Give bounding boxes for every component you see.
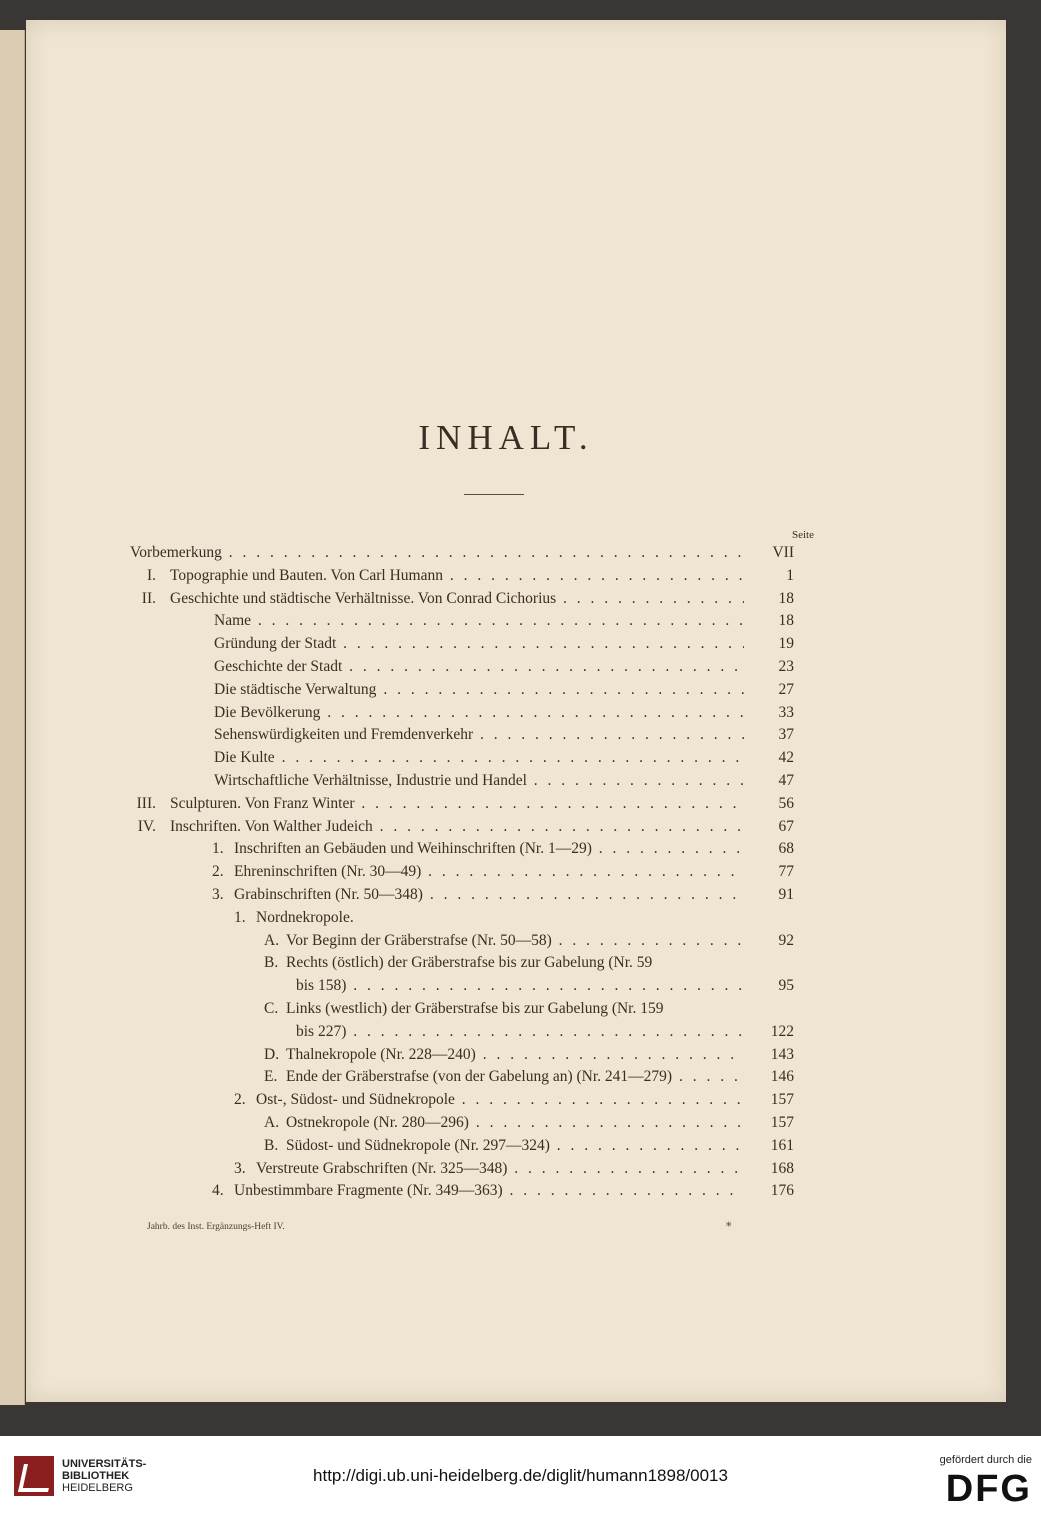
toc-entry-text [130, 1158, 744, 1181]
toc-entry-title: Inschriften an Gebäuden und Weihinschriften (Nr. 1—29) [234, 840, 592, 858]
toc-entry-marker: B. [264, 954, 279, 972]
toc-entry-marker: 1. [212, 840, 224, 858]
toc-entry-page: 18 [778, 612, 794, 630]
toc-entry-title: Die Kulte [214, 749, 275, 767]
toc-entry-page: 77 [778, 863, 794, 881]
toc-entry-marker: I. [146, 566, 156, 584]
toc-entry-text [130, 838, 744, 861]
toc-entry-text [130, 724, 744, 747]
page-column-label: Seite [792, 529, 814, 541]
toc-entry [130, 633, 794, 656]
library-name-line1: UNIVERSITÄTS- [62, 1458, 147, 1470]
toc-entry [130, 861, 794, 884]
toc-entry-title: Thalnekropole (Nr. 228—240) [286, 1045, 476, 1063]
toc-entry-text [130, 565, 744, 588]
toc-entry-text [130, 633, 744, 656]
toc-entry-title: Ende der Gräberstrafse (von der Gabelung an) (Nr. 241—279) [286, 1068, 673, 1086]
toc-entry-marker: E. [264, 1068, 278, 1086]
toc-entry-title: Die Bevölkerung [214, 703, 321, 721]
toc-entry-marker: 3. [212, 885, 224, 903]
toc-entry-title: Geschichte der Stadt [214, 657, 343, 675]
toc-entry-page: 23 [778, 657, 794, 675]
toc-entry-title: Sehenswürdigkeiten und Fremdenverkehr [214, 726, 474, 744]
toc-entry [130, 588, 794, 611]
toc-entry [130, 907, 794, 930]
toc-entry-title: Gründung der Stadt [214, 635, 337, 653]
toc-entry-page: 37 [778, 726, 794, 744]
toc-entry-page: 168 [770, 1159, 794, 1177]
toc-entry-page: 18 [778, 589, 794, 607]
toc-entry [130, 930, 794, 953]
toc-entry [130, 702, 794, 725]
toc-entry-text [130, 816, 744, 839]
toc-entry-marker: B. [264, 1136, 279, 1154]
toc-entry-text [130, 1021, 744, 1044]
toc-entry-text [130, 998, 744, 1021]
dfg-logo[interactable]: DFG [945, 1468, 1032, 1510]
toc-entry [130, 1112, 794, 1135]
toc-entry-marker: C. [264, 999, 279, 1017]
toc-entry [130, 952, 794, 975]
toc-entry-page: 157 [770, 1113, 794, 1131]
toc-entry-page: 161 [770, 1136, 794, 1154]
toc-entry-text [130, 952, 744, 975]
toc-entry-marker: II. [141, 589, 156, 607]
toc-entry-title: Nordnekropole. [256, 908, 354, 926]
toc-entry-title: Ostnekropole (Nr. 280—296) [286, 1113, 469, 1131]
toc-entry-page: 68 [778, 840, 794, 858]
toc-entry [130, 679, 794, 702]
toc-entry-text [130, 610, 744, 633]
page-edge [0, 30, 25, 1405]
toc-entry-text [130, 1089, 744, 1112]
toc-entry-text [130, 884, 744, 907]
toc-entry-marker: 1. [234, 908, 246, 926]
toc-entry-page: 19 [778, 635, 794, 653]
toc-entry [130, 838, 794, 861]
toc-entry-title: Verstreute Grabschriften (Nr. 325—348) [256, 1159, 508, 1177]
toc-entry-text [130, 1044, 744, 1067]
toc-entry-marker: D. [264, 1045, 280, 1063]
title-rule [464, 494, 524, 495]
toc-entry-marker: A. [264, 1113, 280, 1131]
toc-entry [130, 1044, 794, 1067]
toc-entry-title: Ehreninschriften (Nr. 30—49) [234, 863, 422, 881]
toc-entry [130, 1135, 794, 1158]
toc-entry-text [130, 747, 744, 770]
toc-entry-title: Die städtische Verwaltung [214, 680, 377, 698]
toc-entry-page: 122 [770, 1022, 794, 1040]
toc-entry [130, 816, 794, 839]
book-page [26, 20, 1006, 1402]
toc-entry-page: 27 [778, 680, 794, 698]
toc-entry [130, 542, 794, 565]
toc-entry [130, 1021, 794, 1044]
funding-label: gefördert durch die [939, 1454, 1032, 1466]
toc-entry-text [130, 1112, 744, 1135]
toc-entry [130, 656, 794, 679]
toc-entry-title: Inschriften. Von Walther Judeich [170, 817, 373, 835]
toc-entry-title: Topographie und Bauten. Von Carl Humann [170, 566, 443, 584]
toc-entry [130, 565, 794, 588]
permalink-url[interactable]: http://digi.ub.uni-heidelberg.de/diglit/humann1898/0013 [313, 1466, 728, 1485]
toc-entry-page: 1 [786, 566, 794, 584]
toc-entry-title: Ost-, Südost- und Südnekropole [256, 1091, 455, 1109]
toc-entry-title: Name [214, 612, 252, 630]
toc-entry-marker: 2. [212, 863, 224, 881]
toc-entry-text [130, 793, 744, 816]
toc-entry [130, 975, 794, 998]
toc-entry-page: 176 [770, 1182, 794, 1200]
toc-entry-marker: 4. [212, 1182, 224, 1200]
toc-entry-page: 42 [778, 749, 794, 767]
toc-entry-title: bis 158) [296, 977, 347, 995]
toc-entry-marker: III. [136, 794, 156, 812]
toc-entry [130, 1066, 794, 1089]
toc-entry-page: 56 [778, 794, 794, 812]
toc-entry-title: Südost- und Südnekropole (Nr. 297—324) [286, 1136, 550, 1154]
toc-entry-marker: A. [264, 931, 280, 949]
toc-entry [130, 1158, 794, 1181]
toc-entry-text [130, 588, 744, 611]
toc-entry-text [130, 1180, 744, 1203]
toc-entry-page: 33 [778, 703, 794, 721]
toc-entry [130, 1180, 794, 1203]
toc-entry-page: 92 [778, 931, 794, 949]
toc-entry-title: Wirtschaftliche Verhältnisse, Industrie und Handel [214, 771, 527, 789]
toc-entry [130, 610, 794, 633]
toc-entry-marker: 3. [234, 1159, 246, 1177]
toc-entry-marker: IV. [137, 817, 156, 835]
toc-entry-page: 157 [770, 1091, 794, 1109]
toc-entry-title: Grabinschriften (Nr. 50—348) [234, 885, 423, 903]
toc-entry [130, 724, 794, 747]
table-of-contents [130, 542, 794, 1203]
toc-entry-title: Rechts (östlich) der Gräberstrafse bis zur Gabelung (Nr. 59 [286, 954, 653, 972]
toc-entry-page: 91 [778, 885, 794, 903]
toc-entry-text [130, 975, 744, 998]
toc-entry [130, 770, 794, 793]
toc-entry-page: 95 [778, 977, 794, 995]
toc-entry [130, 1089, 794, 1112]
toc-entry-text [130, 679, 744, 702]
toc-entry [130, 884, 794, 907]
footer-signature: Jahrb. des Inst. Ergänzungs-Heft IV. [147, 1222, 285, 1232]
toc-entry [130, 793, 794, 816]
toc-entry-text [130, 1066, 744, 1089]
toc-entry-page: 143 [770, 1045, 794, 1063]
toc-entry [130, 998, 794, 1021]
toc-entry-text [130, 702, 744, 725]
footer-mark: * [726, 1220, 732, 1233]
toc-entry-title: Vor Beginn der Gräberstrafse (Nr. 50—58) [286, 931, 552, 949]
toc-entry-text [130, 542, 744, 565]
toc-entry-text [130, 930, 744, 953]
toc-entry-page: 67 [778, 817, 794, 835]
toc-entry-title: Unbestimmbare Fragmente (Nr. 349—363) [234, 1182, 503, 1200]
toc-entry-title: Vorbemerkung [130, 544, 222, 561]
toc-entry-page: 47 [778, 771, 794, 789]
toc-entry-title: bis 227) [296, 1022, 347, 1040]
toc-entry-marker: 2. [234, 1091, 246, 1109]
toc-entry-title: Sculpturen. Von Franz Winter [170, 794, 355, 812]
toc-entry-page: VII [772, 544, 794, 561]
library-name-line2: BIBLIOTHEK [62, 1470, 130, 1482]
toc-entry-text [130, 907, 744, 930]
library-name-line3: HEIDELBERG [62, 1482, 133, 1494]
toc-entry-page: 146 [770, 1068, 794, 1086]
toc-entry-text [130, 1135, 744, 1158]
toc-entry-title: Geschichte und städtische Verhältnisse. Von Conrad Cichorius [170, 589, 557, 607]
toc-entry-title: Links (westlich) der Gräberstrafse bis zur Gabelung (Nr. 159 [286, 999, 664, 1017]
toc-entry [130, 747, 794, 770]
toc-entry-text [130, 770, 744, 793]
toc-entry-text [130, 861, 744, 884]
toc-entry-text [130, 656, 744, 679]
page-title: INHALT. [418, 418, 594, 457]
